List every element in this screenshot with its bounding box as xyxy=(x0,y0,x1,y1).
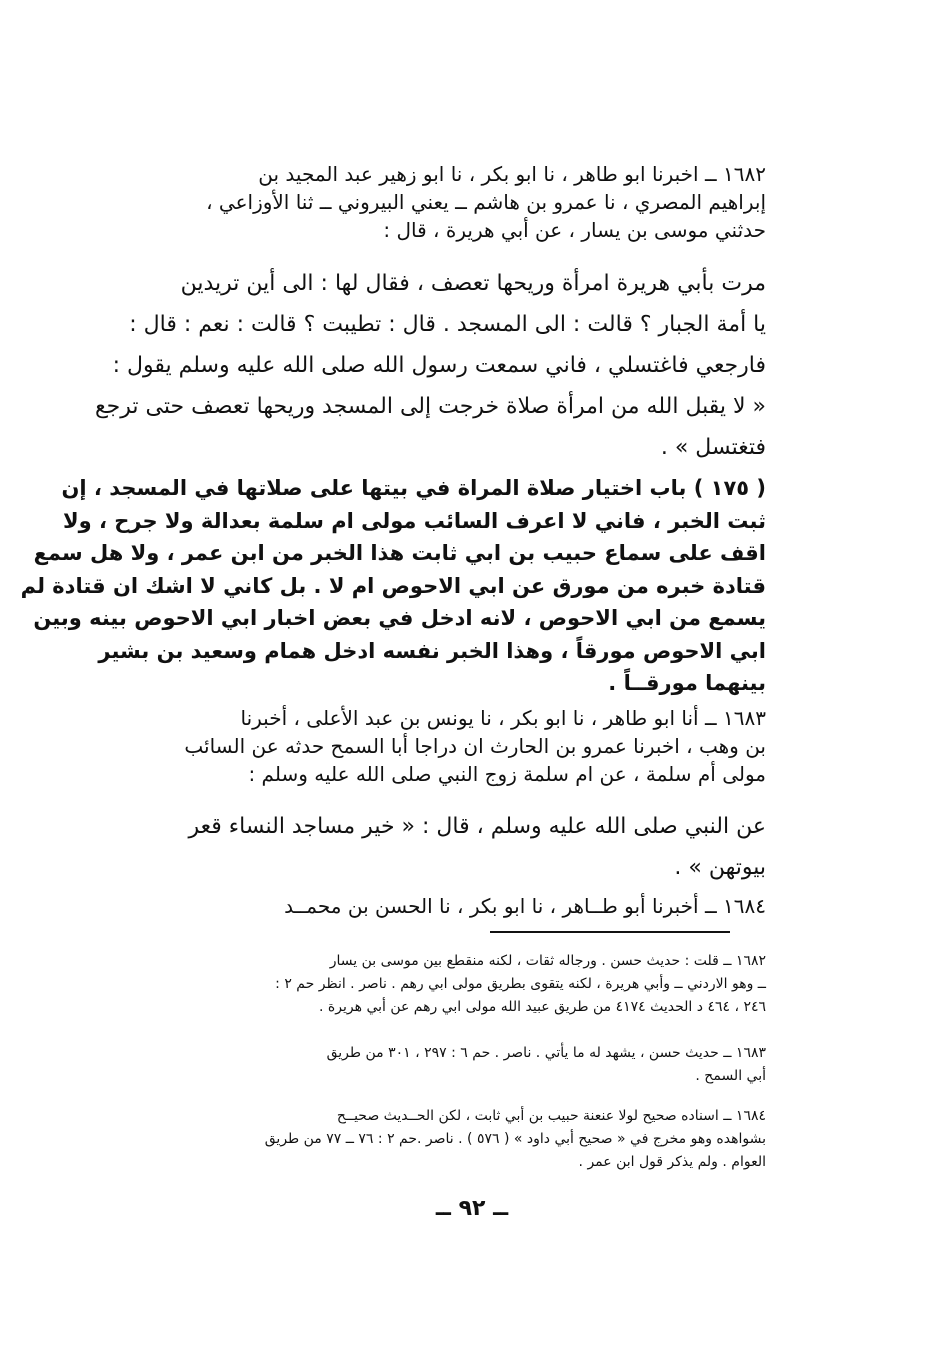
text-line: يا أمة الجبار ؟ قالت : الى المسجد . قال : تطيبت ؟ قالت : نعم : قال : xyxy=(129,312,766,337)
footnote-1684 xyxy=(118,1105,766,1174)
footnote-line: ٢٤٦ ، ٤٦٤ د الحديث ٤١٧٤ من طريق عبيد الله مولى ابي رهم عن أبي هريرة . xyxy=(319,999,766,1015)
footnote-line: ١٦٨٢ ــ قلت : حديث حسن . ورجاله ثقات ، لكنه منقطع بين موسى بن يسار xyxy=(329,953,766,969)
text-line: بينهما مورقــاً . xyxy=(608,671,766,695)
text-line: إبراهيم المصري ، نا عمرو بن هاشم ــ يعني البيروني ــ ثنا الأوزاعي ، xyxy=(206,190,766,214)
text-line: ابي الاحوص مورقاً ، وهذا الخبر نفسه ادخل همام وسعيد بن بشير xyxy=(98,638,766,663)
footnote-divider xyxy=(490,931,730,933)
text-line: يسمع من ابي الاحوص ، لانه ادخل في بعض اخبار ابي الاحوص بينه وبين xyxy=(33,606,766,630)
footnote-line: ١٦٨٤ ــ اسناده صحيح لولا عنعنة حبيب بن أبي ثابت ، لكن الحــديث صحيــح xyxy=(336,1108,766,1124)
chapter-175-heading xyxy=(20,472,766,700)
text-line: بيوتهن » . xyxy=(674,855,766,880)
hadith-1683-matn xyxy=(118,806,766,888)
footnote-line: ــ وهو الاردني ــ وأبي هريرة ، لكنه يتقوى بطريق مولى ابي رهم . ناصر . انظر حم ٢ : xyxy=(275,976,766,992)
text-line: ١٦٨٤ ــ أخبرنا أبو طــاهر ، نا ابو بكر ، نا الحسن بن محمــد xyxy=(284,894,766,918)
text-line: فتغتسل » . xyxy=(660,435,766,460)
footnote-line: ١٦٨٣ ــ حديث حسن ، يشهد له ما يأتي . ناصر . حم ٦ : ٢٩٧ ، ٣٠١ من طريق xyxy=(326,1045,766,1061)
text-line: مولى أم سلمة ، عن ام سلمة زوج النبي صلى الله عليه وسلم : xyxy=(248,762,766,786)
text-line: بن وهب ، اخبرنا عمرو بن الحارث ان دراجا أبا السمح حدثه عن السائب xyxy=(184,734,766,758)
text-line: اقف على سماع حبيب بن ابي ثابت هذا الخبر من ابن عمر ، ولا هل سمع xyxy=(33,541,766,565)
text-line: حدثني موسى بن يسار ، عن أبي هريرة ، قال : xyxy=(383,218,766,242)
hadith-1682-isnad xyxy=(118,160,766,244)
text-line: « لا يقبل الله من امرأة صلاة خرجت إلى المسجد وريحها تعصف حتى ترجع xyxy=(94,394,766,419)
text-line: ثبت الخبر ، فاني لا اعرف السائب مولى ام سلمة بعدالة ولا جرح ، ولا xyxy=(62,508,766,533)
text-line: عن النبي صلى الله عليه وسلم ، قال : « خير مساجد النساء قعر xyxy=(188,814,766,839)
footnote-line: بشواهده وهو مخرج في « صحيح أبي داود » ( ٥٧٦ ) . ناصر .حم ٢ : ٧٦ ــ ٧٧ من طريق xyxy=(264,1131,766,1147)
text-line: قتادة خبره من مورق عن ابي الاحوص ام لا . بل كاني لا اشك ان قتادة لم xyxy=(20,573,766,598)
footnote-line: أبي السمح . xyxy=(695,1068,766,1084)
text-line: ١٦٨٢ ــ اخبرنا ابو طاهر ، نا ابو بكر ، نا ابو زهير عبد المجيد بن xyxy=(258,162,766,186)
hadith-1682-matn xyxy=(94,263,766,468)
footnote-line: العوام . ولم يذكر قول ابن عمر . xyxy=(578,1154,766,1170)
text-line: مرت بأبي هريرة امرأة وريحها تعصف ، فقال لها : الى أين تريدين xyxy=(180,271,766,296)
text-line: فارجعي فاغتسلي ، فاني سمعت رسول الله صلى الله عليه وسلم يقول : xyxy=(112,353,766,378)
page-number: ــ ٩٢ ــ xyxy=(435,1196,509,1221)
text-line: ( ١٧٥ ) باب اختيار صلاة المراة في بيتها على صلاتها في المسجد ، إن xyxy=(61,476,766,500)
text-line: ١٦٨٣ ــ أنا ابو طاهر ، نا ابو بكر ، نا يونس بن عبد الأعلى ، أخبرنا xyxy=(240,706,766,730)
footnote-1683 xyxy=(118,1042,766,1088)
footnote-1682 xyxy=(118,950,766,1019)
hadith-1684-isnad xyxy=(118,892,766,920)
hadith-1683-isnad xyxy=(118,704,766,788)
